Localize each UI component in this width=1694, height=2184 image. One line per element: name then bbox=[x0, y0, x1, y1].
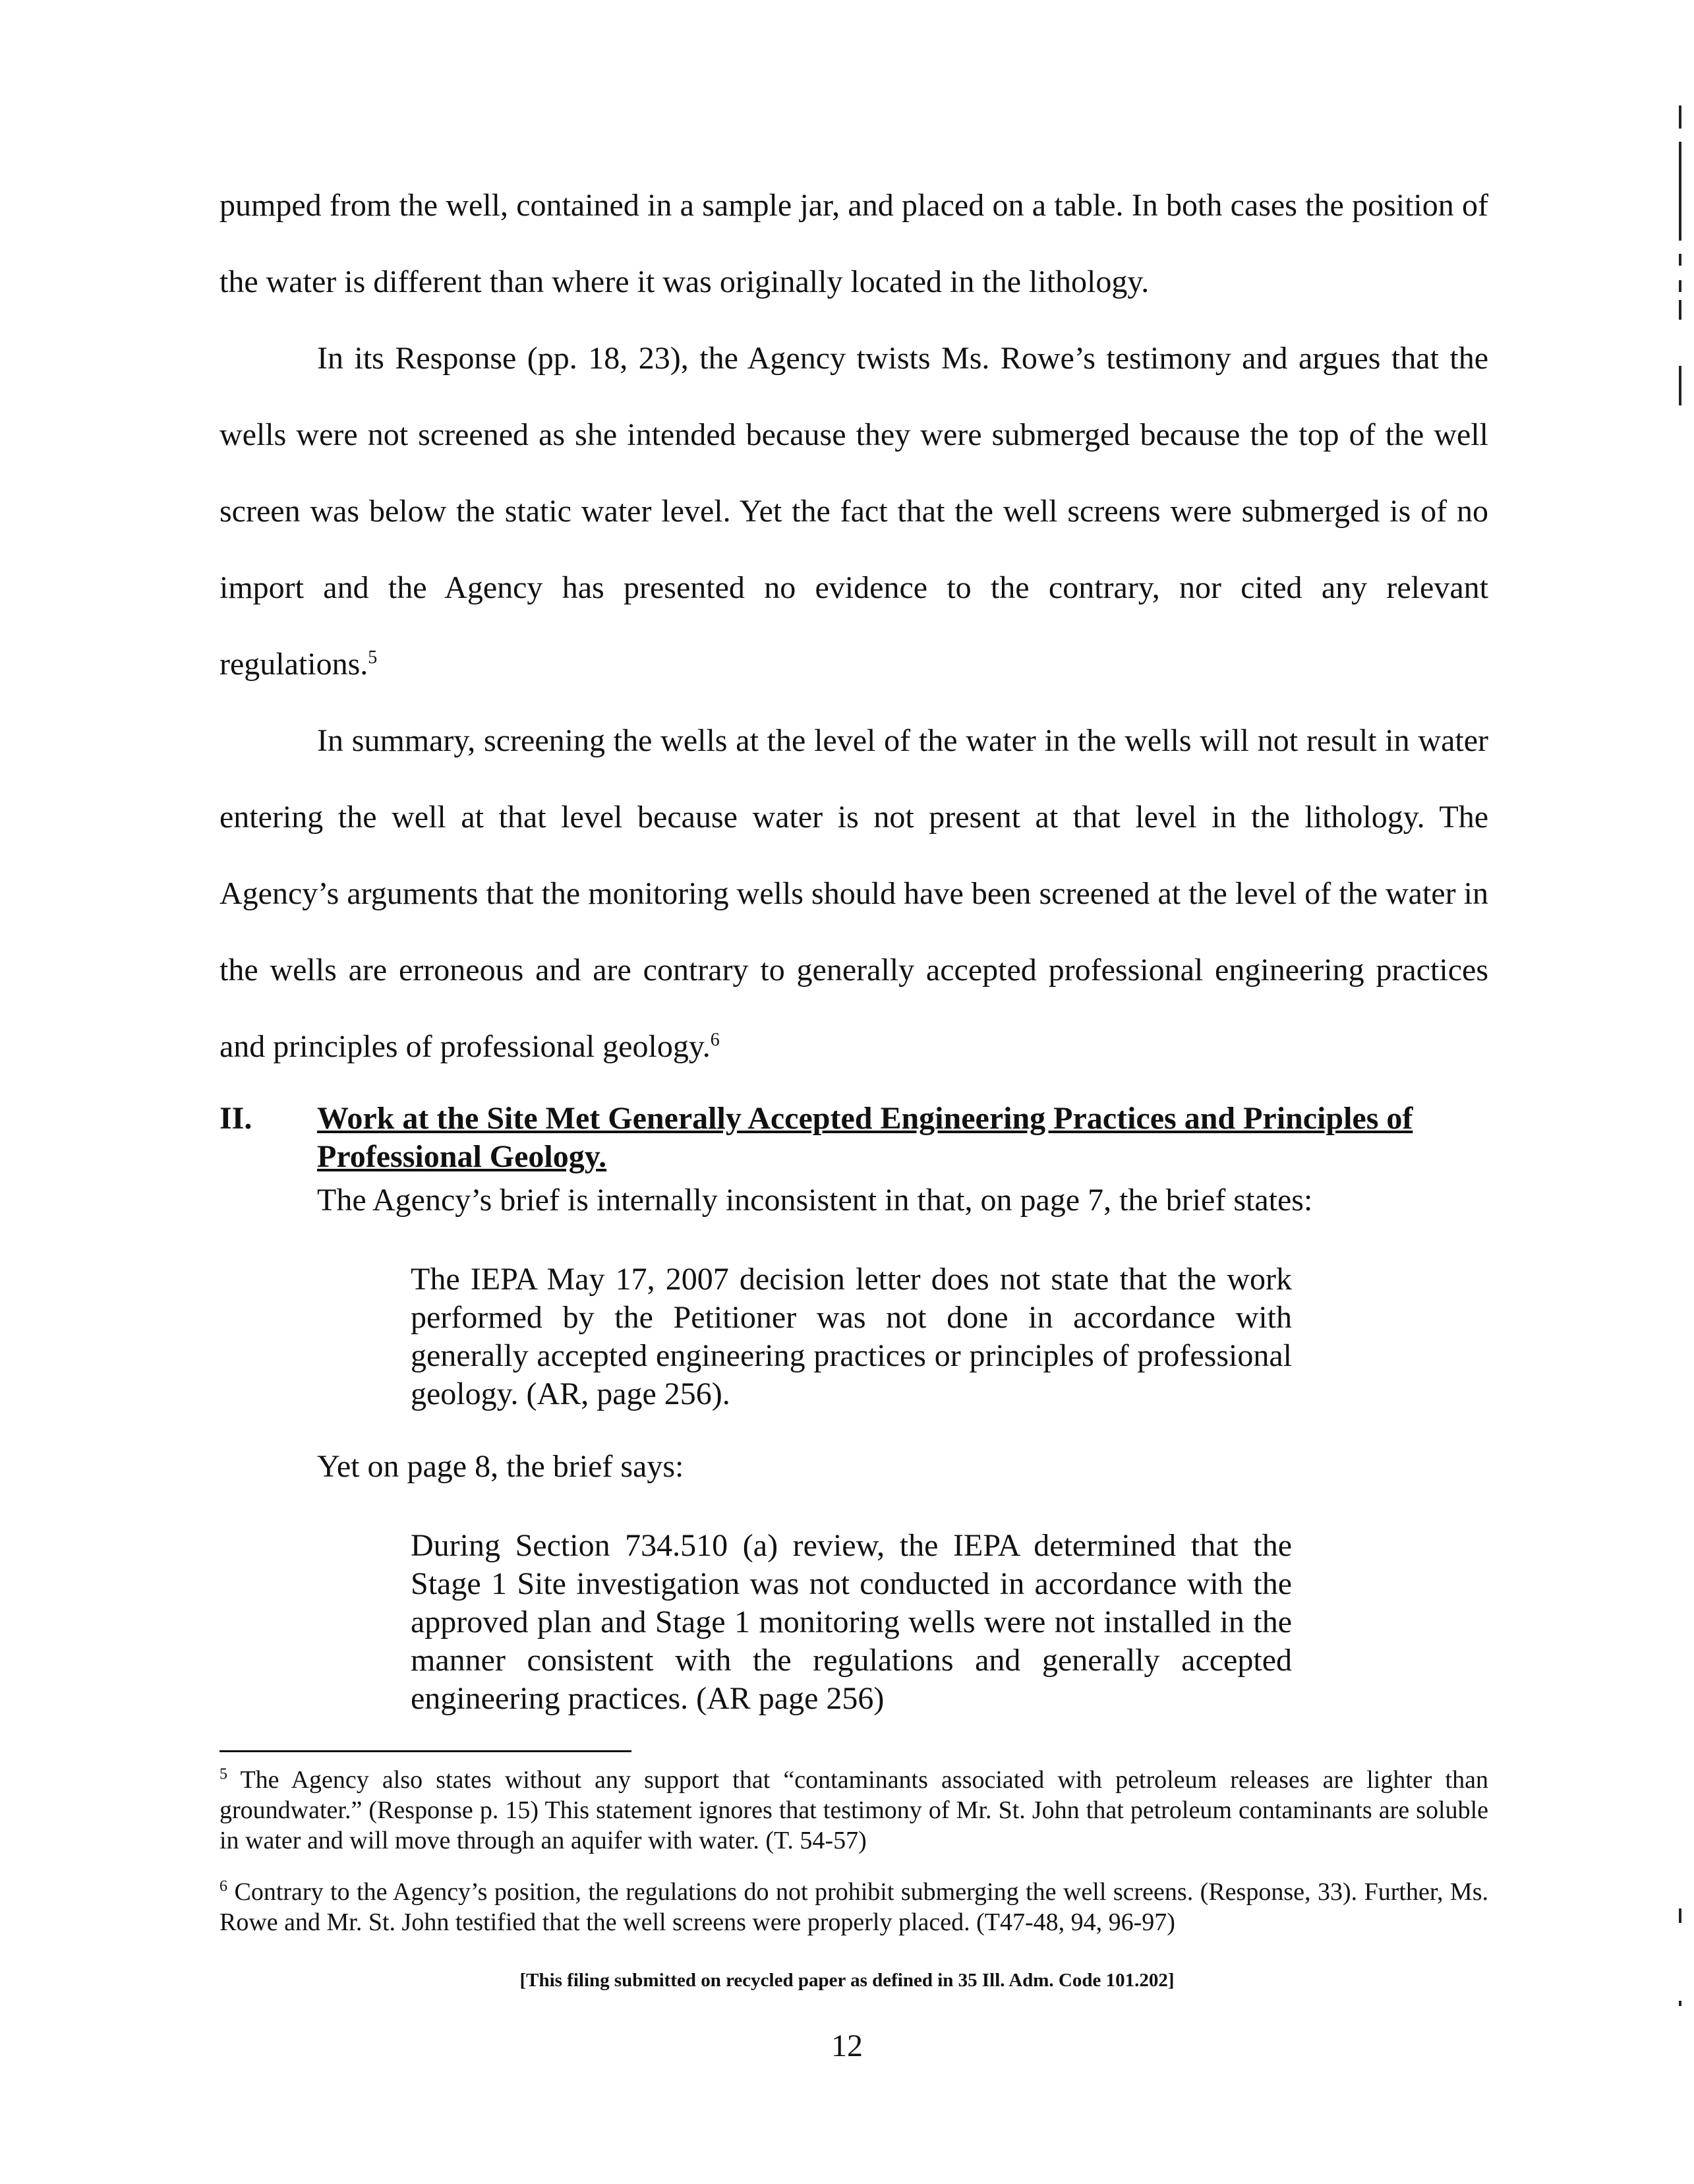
section-number: II. bbox=[219, 1101, 252, 1136]
transition-sentence: Yet on page 8, the brief says: bbox=[317, 1449, 684, 1484]
body-paragraph-3: In summary, screening the wells at the level of the water in the wells will not result in water entering the well at that level because water is not present at that level in the lithology. The Agency’s arguments that the monitoring wells should have been screened at the level of the water in the wells are erroneous and are contrary to generally accepted professional engineering practices and principles of professional geology.$^6$ bbox=[219, 723, 1488, 1064]
block-quote-1: The IEPA May 17, 2007 decision letter does not state that the work performed by the Petitioner was not done in accordance with generally accepted engineering practices or principles of professional geology. (AR, page 256). bbox=[411, 1262, 1292, 1411]
footnote-ref-5[interactable]: 5 bbox=[368, 647, 378, 668]
footnote-5 bbox=[219, 1765, 1488, 1856]
block-quote-2: During Section 734.510 (a) review, the IEPA determined that the Stage 1 Site investigation was not conducted in accordance with the approved plan and Stage 1 monitoring wells were not installed in the manner consistent with the regulations and generally accepted engineering practices. (AR page 256) bbox=[411, 1528, 1292, 1716]
footnote-6 bbox=[219, 1877, 1488, 1937]
margin-scan-mark bbox=[1679, 280, 1681, 292]
body-paragraph-2: In its Response (pp. 18, 23), the Agency twists Ms. Rowe’s testimony and argues that the wells were not screened as she intended because they were submerged because the top of the well screen was below the static water level. Yet the fact that the well screens were submerged is of no import and the Agency has presented no evidence to the contrary, nor cited any relevant regulations.$^5$ bbox=[219, 341, 1488, 682]
section-intro: The Agency’s brief is internally inconsistent in that, on page 7, the brief states: bbox=[317, 1183, 1313, 1218]
footnote-ref-6[interactable]: 6 bbox=[710, 1030, 720, 1050]
margin-scan-mark bbox=[1679, 2001, 1681, 2006]
margin-scan-mark bbox=[1679, 300, 1681, 320]
footnote-5-text: The Agency also states without any support that “contaminants associated with petroleum releases are lighter than groundwater.” (Response p. 15) This statement ignores that testimony of Mr. St. John that petroleum contaminants are soluble in water and will move through an aquifer with water. (T. 54-57) bbox=[219, 1766, 1488, 1854]
margin-scan-mark bbox=[1679, 105, 1681, 129]
recycled-paper-notice: [This filing submitted on recycled paper as defined in 35 Ill. Adm. Code 101.202] bbox=[519, 1970, 1175, 1991]
footnote-6-text: Contrary to the Agency’s position, the regulations do not prohibit submerging the well screens. (Response, 33). Further, Ms. Rowe and Mr. St. John testified that the well screens were properly placed. (T47-48, 94, 96-97) bbox=[219, 1878, 1488, 1936]
margin-scan-mark bbox=[1679, 254, 1681, 266]
margin-scan-mark bbox=[1679, 1908, 1681, 1923]
footnote-6-number: 6 bbox=[219, 1877, 227, 1895]
page-number: 12 bbox=[831, 2028, 863, 2063]
margin-scan-mark bbox=[1679, 142, 1681, 241]
margin-scan-mark bbox=[1679, 366, 1681, 405]
section-title: Work at the Site Met Generally Accepted Engineering Practices and Principles of Professional Geology. bbox=[317, 1101, 1413, 1174]
footnote-separator bbox=[219, 1750, 631, 1752]
body-paragraph-1: pumped from the well, contained in a sample jar, and placed on a table. In both cases the position of the water is different than where it was originally located in the lithology. bbox=[219, 188, 1488, 299]
footnote-5-number: 5 bbox=[219, 1765, 227, 1783]
